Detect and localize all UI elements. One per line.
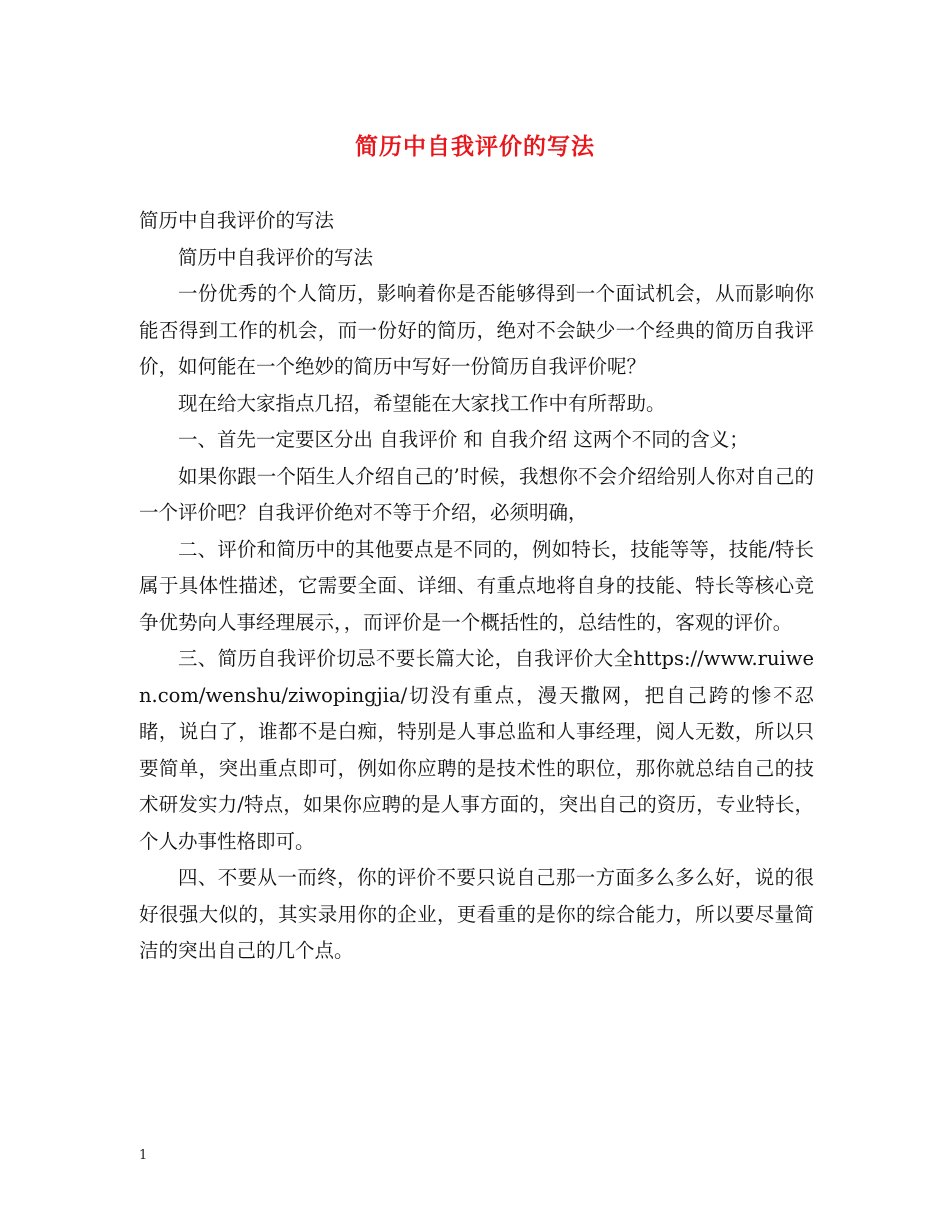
paragraph-point-one-detail: 如果你跟一个陌生人介绍自己的’时候，我想你不会介绍给别人你对自己的一个评价吧？自我评价绝对不等于介绍，必须明确， [139,464,814,524]
page-number: 1 [139,1148,148,1163]
paragraph-heading: 简历中自我评价的写法 [139,209,335,232]
paragraph-subheading: 简历中自我评价的写法 [178,245,374,269]
paragraph-tips: 现在给大家指点几招，希望能在大家找工作中有所帮助。 [178,391,666,415]
paragraph-point-one: 一、首先一定要区分出 自我评价 和 自我介绍 这两个不同的含义； [178,428,749,451]
paragraph-intro: 一份优秀的个人简历，影响着你是否能够得到一个面试机会，从而影响你能否得到工作的机会，而一份好的简历，绝对不会缺少一个经典的简历自我评价，如何能在一个绝妙的简历中写好一份简历自我评价呢？ [139,282,814,378]
document-body [139,203,814,970]
paragraph-point-four: 四、不要从一而终，你的评价不要只说自己那一方面多么多么好，说的很好很强大似的，其实录用你的企业，更看重的是你的综合能力，所以要尽量简洁的突出自己的几个点。 [139,866,814,962]
paragraph-point-two: 二、评价和简历中的其他要点是不同的，例如特长，技能等等，技能/特长属于具体性描述，它需要全面、详细、有重点地将自身的技能、特长等核心竞争优势向人事经理展示，，而评价是一个概括性的，总结性的，客观的评价。 [139,537,814,634]
document-title: 简历中自我评价的写法 [355,133,595,160]
paragraph-point-three: 三、简历自我评价切忌不要长篇大论，自我评价大全https://www.ruiwen.com/wenshu/ziwopingjia/切没有重点，漫天撒网，把自己跨的惨不忍睹，说白了，谁都不是白痴，特别是人事总监和人事经理，阅人无数，所以只要简单，突出重点即可，例如你应聘的是技术性的职位，那你就总结自己的技术研发实力/特点，如果你应聘的是人事方面的，突出自己的资历，专业特长，个人办事性格即可。 [139,647,814,853]
